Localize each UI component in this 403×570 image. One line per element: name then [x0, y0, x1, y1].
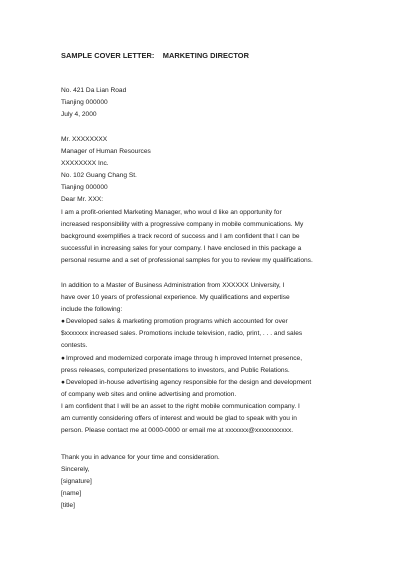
bullet-continuation: of company web sites and online advertising and promotion.	[61, 390, 237, 398]
paragraph-line: successful in increasing sales for your company. I have enclosed in this package a	[61, 245, 302, 253]
paragraph-line: person. Please contact me at 0000-0000 or email me at xxxxxxx@xxxxxxxxxxx.	[61, 427, 294, 435]
sign-off: Sincerely,	[61, 466, 90, 474]
paragraph-line: In addition to a Master of Business Administration from XXXXXX University, I	[61, 282, 285, 289]
bullet-icon: ●	[61, 318, 65, 326]
paragraph-line: I am confident that I will be an asset to the right mobile communication company. I	[61, 402, 300, 410]
bullet-text: Improved and modernized corporate image throug h improved Internet presence,	[66, 354, 303, 362]
bullet-item	[61, 353, 311, 365]
thank-you-line: Thank you in advance for your time and consideration.	[61, 454, 220, 461]
recipient-street: No. 102 Guang Chang St.	[61, 172, 137, 180]
title-placeholder: [title]	[61, 502, 75, 510]
paragraph-line: I am a profit-oriented Marketing Manager, who woul d like an opportunity for	[61, 209, 282, 216]
paragraph-line: increased responsibility with a progressive company in mobile communications. My	[61, 221, 304, 229]
bullet-text: Developed in-house advertising agency responsible for the design and development	[66, 378, 312, 386]
document-title: SAMPLE COVER LETTER: MARKETING DIRECTOR	[61, 51, 249, 60]
name-placeholder: [name]	[61, 490, 82, 498]
bullet-icon: ●	[61, 354, 65, 362]
paragraph-qualifications	[61, 280, 311, 437]
recipient-name: Mr. XXXXXXXX	[61, 136, 108, 143]
paragraph-line: personal resume and a set of professional samples for you to review my qualifications.	[61, 257, 313, 265]
bullet-continuation: $xxxxxxx increased sales. Promotions include television, radio, print, . . . and sales	[61, 330, 303, 338]
bullet-icon: ●	[61, 378, 65, 386]
paragraph-line: am currently considering offers of interest and would be glad to speak with you in	[61, 415, 297, 423]
bullet-text: Developed sales & marketing promotion programs which accounted for over	[66, 318, 288, 326]
bullet-item	[61, 316, 311, 328]
bullet-continuation: press releases, computerized presentations to investors, and Public Relations.	[61, 366, 290, 374]
recipient-city: Tianjing 000000	[61, 184, 108, 192]
sender-address	[61, 85, 126, 121]
recipient-position: Manager of Human Resources	[61, 148, 151, 156]
bullet-continuation: contests.	[61, 342, 88, 350]
recipient-company: XXXXXXXX Inc.	[61, 160, 109, 168]
closing-block	[61, 452, 220, 512]
signature-placeholder: [signature]	[61, 478, 92, 486]
sender-city: Tianjing 000000	[61, 99, 108, 107]
paragraph-line: have over 10 years of professional experience. My qualifications and expertise	[61, 294, 290, 302]
paragraph-line: background exemplifies a track record of success and I am confident that I can be	[61, 233, 300, 241]
recipient-address	[61, 134, 151, 207]
paragraph-intro	[61, 207, 313, 267]
salutation: Dear Mr. XXX:	[61, 196, 104, 204]
letter-date: July 4, 2000	[61, 111, 97, 119]
paragraph-line: include the following:	[61, 306, 123, 314]
bullet-item	[61, 377, 311, 389]
sender-street: No. 421 Da Lian Road	[61, 87, 127, 94]
